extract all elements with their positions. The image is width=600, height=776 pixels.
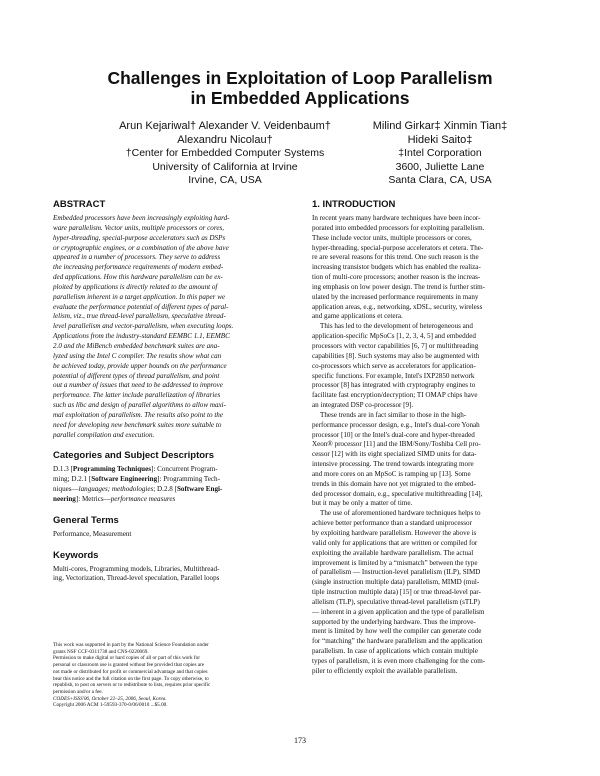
intro-paragraph-2: This has led to the development of heterogeneous and application-specific MpSoCs [1, 2, 3, 4, 5] and embedded processors with vector capabilities [6, 7] or multithreading capabilities [8]. Such systems may also be augmented with co-processors which serve as accelerators for application- specific functions. For example, Intel's IXP2850 network processor [8] has integrated with cryptography engines to facilitate fast encryption/decryption; TI OMAP chips have an integrated DSP co-processor [9].: [312, 322, 480, 410]
intro-paragraph-3: These trends are in fact similar to those in the high- performance processor design, e.g., Intel's dual-core Yonah processor [10] or the Intel's dual-core and hyper-threaded Xeon® processor [11] and the IBM/Sony/Toshiba Cell pro- cessor [12] with its eight specialized SIMD units for data- intensive processing. The trend towards integrating more and more cores on an MpSoC is ramping up [13]. Some trends in this domain have not yet migrated to the embed- ded processor domain, e.g., speculative multithreading [14], but it may be only a matter of time.: [312, 410, 483, 508]
intro-paragraph-1: In recent years many hardware techniques have been incor- porated into embedded processors for exploiting parallelism. These include vector units, multiple processors or cores, hyper-threading, special-purpose accelerators et cetera. The- re are several reasons for this trend. One such reason is the increasing transistor budgets which has enabled the realiza- tion of multi-core processors; another reason is the increas- ing emphasis on low power design. The trend is further stim- ulated by the increased performance requirements in many application areas, e.g., networking, xDSL, security, wireless and game applications et cetera.: [312, 214, 486, 321]
title-line-2: in Embedded Applications: [190, 88, 410, 108]
author-names-line-2: Hideki Saito‡: [407, 133, 473, 146]
venue-note: CODES+ISSS'06, October 22–25, 2006, Seoul, Korea.: [53, 695, 167, 702]
page-number: 173: [294, 736, 306, 745]
affiliation-line-2: University of California at Irvine: [152, 160, 298, 173]
categories-text: D.1.3 [Programming Techniques]: Concurrent Program- ming; D.2.1 [Software Engineering]: Programming Tech- niques—languages; methodologies; D.2.8 [Software Engi- neering]: Metrics—performance measures: [53, 465, 223, 503]
funding-note: This work was supported in part by the National Science Foundation under grants NSF CCF-0311738 and CNS-0220069.: [53, 642, 209, 655]
footnote-block: [53, 642, 303, 709]
copyright-note: Copyright 2006 ACM 1-59593-370-0/06/0010 ...$5.00.: [53, 702, 168, 709]
general-terms-section: [53, 515, 305, 540]
affiliation-line-3: Santa Clara, CA, USA: [388, 174, 492, 186]
author-names-line-2: Alexandru Nicolau†: [177, 133, 273, 146]
left-column: [53, 199, 305, 584]
title-line-1: Challenges in Exploitation of Loop Parallelism: [107, 68, 493, 88]
paper-title: [40, 68, 560, 108]
author-block-uci: [100, 120, 350, 188]
abstract-section: [53, 199, 305, 440]
categories-section: [53, 450, 305, 504]
affiliation-line-2: 3600, Juliette Lane: [395, 160, 485, 173]
abstract-text: Embedded processors have been increasingly exploiting hard- ware parallelism. Vector units, multiple processors or cores, hyper-threading, special-purpose accelerators such as DSPs or cryptographic engines, or a combination of the above have appeared in a number of processors. They serve to address the increasing performance requirements of modern embed- ded applications. How this hardware parallelism can be ex- ploited by applications is directly related to the amount of parallelism inherent in a target application. In this paper we evaluate the performance potential of different types of paral- lelism, viz., true thread-level parallelism, speculative thread- level parallelism and vector-parallelism, when executing loops. Applications from the industry-standard EEMBC 1.1, EEMBC 2.0 and the MiBench embedded benchmark suites are ana- lyzed using the Intel C compiler. The results show what can be achieved today, provide upper bounds on the performance potential of different types of thread parallelism, and point out a number of issues that need to be addressed to improve performance. The latter include parallelization of libraries such as libc and design of parallel algorithms to allow maxi- mal exploitation of parallelism. The results also point to the need for developing new benchmark suites more suitable to parallel compilation and execution.: [53, 214, 234, 439]
affiliation-line-1: ‡Intel Corporation: [398, 147, 482, 159]
intro-paragraph-4: The use of aforementioned hardware techniques helps to achieve better performance than a standard uniprocessor by exploiting hardware parallelism. However the above is valid only for applications that are written or compiled for exploiting the available hardware parallelism. The actual improvement is limited by a “mismatch” between the type of parallelism — Instruction-level parallelism (ILP), SIMD (single instruction multiple data) parallelism, MIMD (mul- tiple instruction multiple data) [15] or true thread-level par- allelism (TLP), speculative thread-level parallelism (sTLP) — inherent in a given application and the type of parallelism supported by the underlying hardware. Thus the improve- ment is limited by how well the compiler can generate code for “matching” the hardware parallelism and the application parallelism. In case of applications which contain multiple types of parallelism, it is even more challenging for the com- piler to efficiently exploit the available parallelism.: [312, 509, 486, 675]
affiliation-line-1: †Center for Embedded Computer Systems: [125, 147, 325, 159]
right-column: [312, 199, 564, 677]
author-names-line-1: Arun Kejariwal† Alexander V. Veidenbaum†: [119, 120, 331, 132]
general-terms-heading: General Terms: [53, 514, 119, 526]
general-terms-text: Performance, Measurement: [53, 529, 132, 538]
author-block-intel: [340, 120, 540, 188]
keywords-section: [53, 550, 305, 585]
permission-note: Permission to make digital or hard copies of all or part of this work for personal or classroom use is granted without fee provided that copies are not made or distributed for profit or commercial advantage and that copies bear this notice and the full citation on the first page. To copy otherwise, to republish, to post on servers or to redistribute to lists, requires prior specific permission and/or a fee.: [53, 655, 211, 695]
introduction-heading: 1. INTRODUCTION: [312, 199, 396, 210]
abstract-heading: ABSTRACT: [53, 199, 106, 210]
affiliation-line-3: Irvine, CA, USA: [188, 174, 262, 186]
categories-heading: Categories and Subject Descriptors: [53, 450, 215, 462]
author-names-line-1: Milind Girkar‡ Xinmin Tian‡: [372, 120, 508, 132]
keywords-text: Multi-cores, Programming models, Libraries, Multithread- ing, Vectorization, Thread-level speculation, Parallel loops: [53, 564, 220, 583]
keywords-heading: Keywords: [53, 549, 99, 561]
